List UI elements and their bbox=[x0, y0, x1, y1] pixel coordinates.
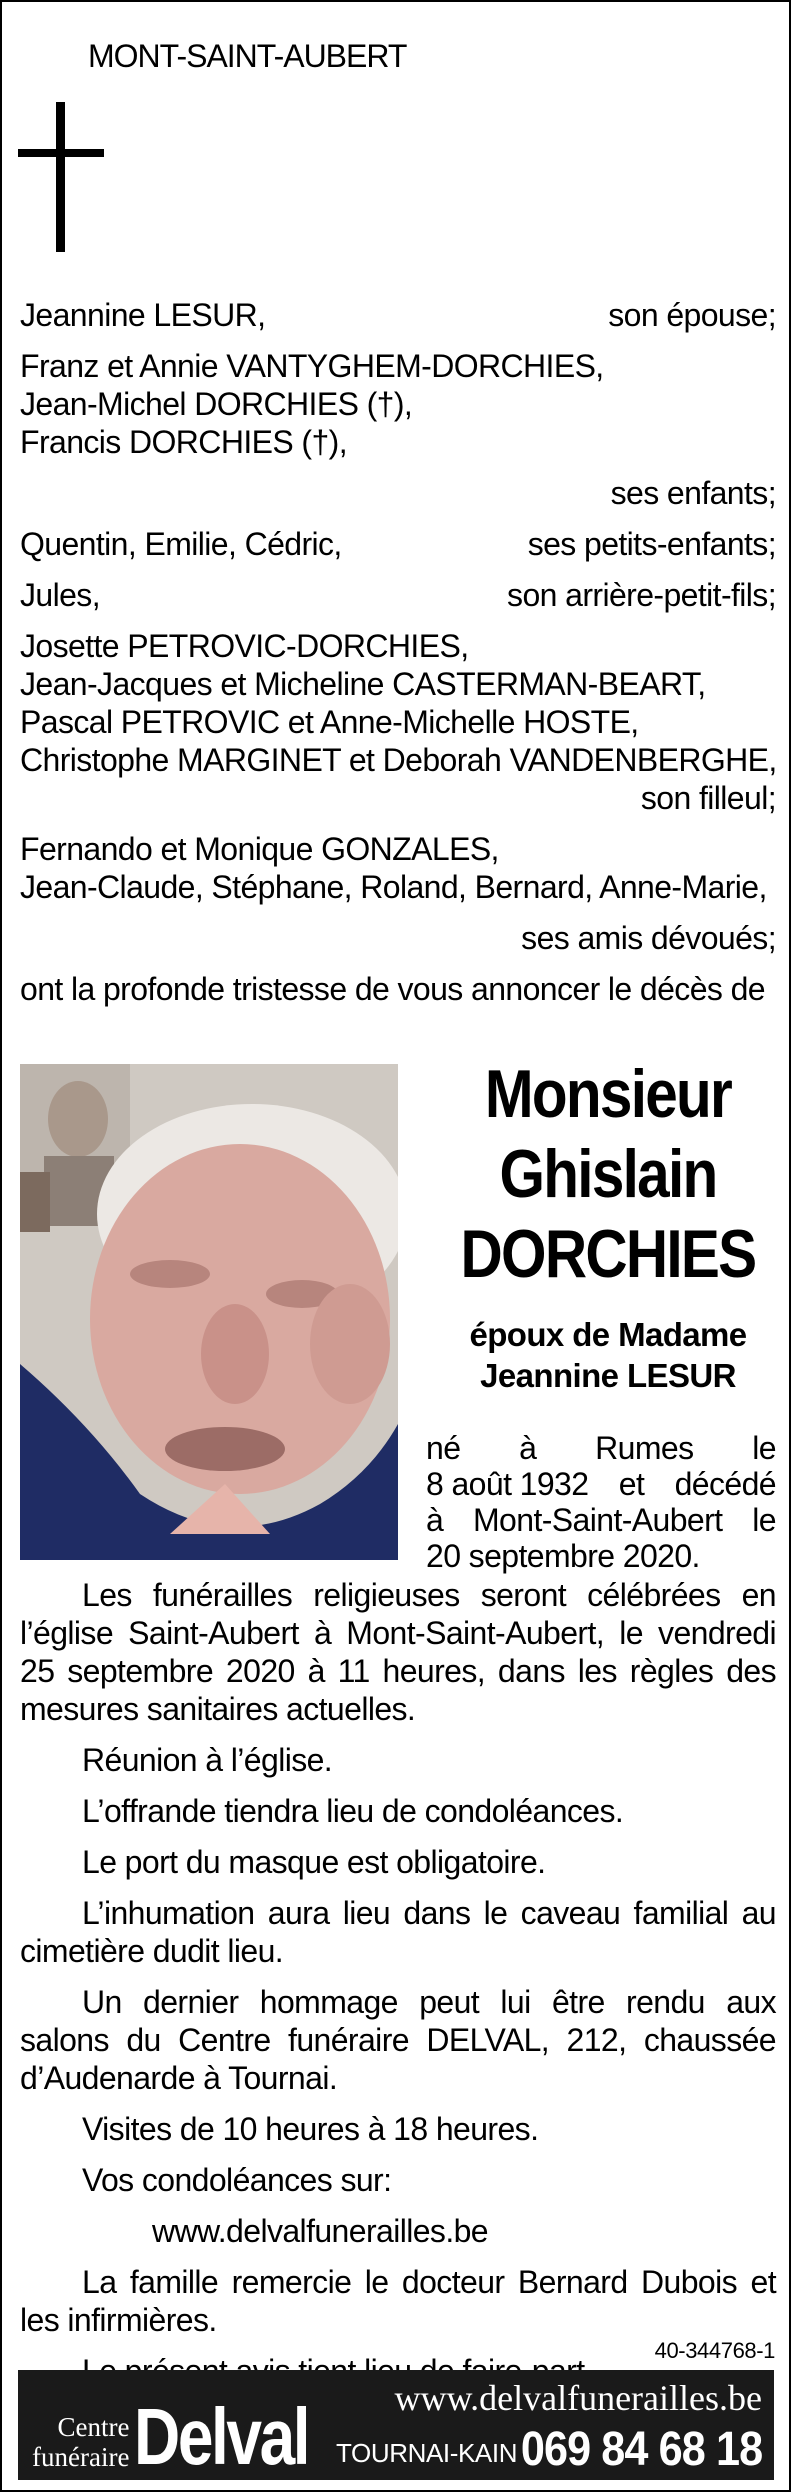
family-list bbox=[20, 296, 776, 1008]
condolences-paragraph: Vos condoléances sur: bbox=[82, 2162, 392, 2198]
funeral-paragraph: Les funérailles religieuses seront célébrées en l’église Saint-Aubert à Mont-Saint-Aubert, le vendredi 25 septembre 2020 à 11 heures, dans les règles des mesures sanitaires actuelles. bbox=[20, 1577, 776, 1727]
deceased-photo bbox=[20, 1064, 398, 1560]
and-word: et bbox=[618, 1466, 645, 1502]
great-grandchild-row bbox=[20, 576, 776, 614]
deceased-first-name: Ghislain bbox=[499, 1136, 717, 1212]
thanks-paragraph: La famille remercie le docteur Bernard Dubois et les infirmières. bbox=[20, 2264, 776, 2338]
godchild-entry: Christophe MARGINET et Deborah VANDENBERGHE, bbox=[20, 742, 777, 778]
birth-line-2 bbox=[426, 1466, 776, 1502]
grandchildren-role: ses petits-enfants; bbox=[527, 526, 776, 562]
cross-icon bbox=[18, 102, 104, 252]
spouse-role: son épouse; bbox=[608, 297, 776, 333]
spouse-of-line1: époux de Madame bbox=[469, 1316, 747, 1353]
born-date: 8 août 1932 bbox=[426, 1466, 589, 1502]
deceased-name-block bbox=[432, 1054, 784, 1396]
great-grandchild-name: Jules, bbox=[20, 577, 100, 613]
centre-line-1: Centre bbox=[57, 2412, 130, 2442]
meeting-paragraph: Réunion à l’église. bbox=[82, 1742, 333, 1778]
centre-funeraire-label bbox=[32, 2412, 129, 2472]
godchild-role: son filleul; bbox=[640, 780, 776, 816]
born-prep: à bbox=[519, 1430, 537, 1466]
burial-paragraph: L’inhumation aura lieu dans le caveau familial au cimetière dudit lieu. bbox=[20, 1895, 776, 1969]
friend-entry: Jean-Claude, Stéphane, Roland, Bernard, Anne-Marie, bbox=[20, 869, 767, 905]
condolences-url-link[interactable]: www.delvalfunerailles.be bbox=[152, 2213, 489, 2249]
visits-paragraph: Visites de 10 heures à 18 heures. bbox=[82, 2111, 539, 2147]
footer-city: TOURNAI-KAIN bbox=[336, 2438, 518, 2468]
portrait-image bbox=[20, 1064, 398, 1560]
centre-line-2: funéraire bbox=[32, 2442, 130, 2472]
godchild-entry: Jean-Jacques et Micheline CASTERMAN-BEART, bbox=[20, 666, 706, 702]
grandchildren-names: Quentin, Emilie, Cédric, bbox=[20, 526, 342, 562]
offering-paragraph: L’offrande tiendra lieu de condoléances. bbox=[82, 1793, 624, 1829]
footer-phone-link[interactable]: 069 84 68 18 bbox=[520, 2423, 762, 2476]
notice-body bbox=[20, 1576, 776, 2390]
announcement-text: ont la profonde tristesse de vous annoncer le décès de bbox=[20, 971, 765, 1007]
godchild-entry: Josette PETROVIC-DORCHIES, bbox=[20, 628, 469, 664]
born-le: le bbox=[752, 1430, 776, 1466]
died-date: 20 septembre 2020. bbox=[426, 1538, 700, 1574]
died-place: Mont-Saint-Aubert bbox=[473, 1502, 723, 1538]
town-heading: MONT-SAINT-AUBERT bbox=[88, 38, 407, 74]
birth-line-3 bbox=[426, 1502, 776, 1538]
brand-logo: Delval bbox=[134, 2392, 309, 2481]
died-le: le bbox=[752, 1502, 776, 1538]
funeral-home-banner bbox=[18, 2370, 774, 2480]
godchild-entry: Pascal PETROVIC et Anne-Michelle HOSTE, bbox=[20, 704, 639, 740]
died-prep: à bbox=[426, 1502, 444, 1538]
deceased-last-name: DORCHIES bbox=[460, 1216, 756, 1292]
child-entry: Francis DORCHIES (†), bbox=[20, 424, 347, 460]
mask-paragraph: Le port du masque est obligatoire. bbox=[82, 1844, 546, 1880]
friends-role: ses amis dévoués; bbox=[521, 920, 776, 956]
family-spouse-row bbox=[20, 296, 776, 334]
died-word: décédé bbox=[674, 1466, 776, 1502]
birth-line-1 bbox=[426, 1430, 776, 1466]
footer-url-link[interactable]: www.delvalfunerailles.be bbox=[394, 2378, 762, 2418]
spouse-name: Jeannine LESUR, bbox=[20, 297, 266, 333]
born-place: Rumes bbox=[595, 1430, 694, 1466]
deceased-title: Monsieur bbox=[484, 1056, 732, 1132]
reference-number: 40-344768-1 bbox=[654, 2338, 775, 2363]
birth-death-info bbox=[426, 1430, 776, 1574]
grandchildren-row bbox=[20, 525, 776, 563]
spouse-of-line2: Jeannine LESUR bbox=[480, 1357, 736, 1394]
child-entry: Franz et Annie VANTYGHEM-DORCHIES, bbox=[20, 348, 604, 384]
born-word: né bbox=[426, 1430, 461, 1466]
children-role: ses enfants; bbox=[610, 475, 776, 511]
friend-entry: Fernando et Monique GONZALES, bbox=[20, 831, 499, 867]
tribute-paragraph: Un dernier hommage peut lui être rendu aux salons du Centre funéraire DELVAL, 212, chaussée d’Audenarde à Tournai. bbox=[20, 1984, 776, 2096]
child-entry: Jean-Michel DORCHIES (†), bbox=[20, 386, 413, 422]
great-grandchild-role: son arrière-petit-fils; bbox=[507, 577, 776, 613]
